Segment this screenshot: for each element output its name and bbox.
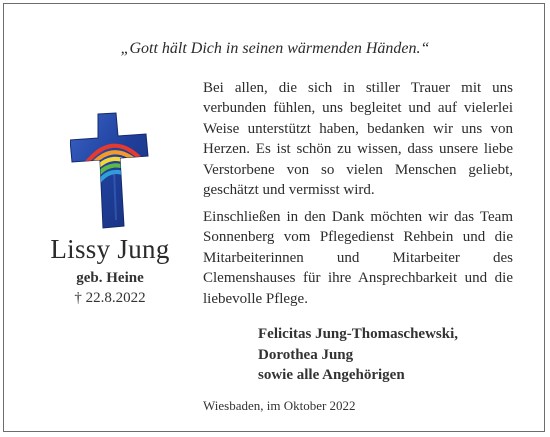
quote: „Gott hält Dich in seinen wärmenden Händen.“ — [120, 40, 430, 57]
place-date: Wiesbaden, im Oktober 2022 — [203, 398, 356, 413]
signer-1: Felicitas Jung-Thomaschewski, — [258, 326, 459, 342]
signer-3: sowie alle Angehörigen — [258, 367, 405, 383]
signer-2: Dorothea Jung — [258, 346, 354, 363]
thanks-paragraph-1: Bei allen, die sich in stiller Trauer mit uns verbunden fühlen, uns begleitet und auf vielerlei Weise unterstützt haben, bedanken wir uns von Herzen. Es ist schön zu wissen, dass unsere liebe Verstorbene von so vielen Menschen geliebt, geschätzt und vermisst wird. — [203, 80, 513, 199]
signers — [258, 324, 518, 386]
obituary-card — [3, 3, 545, 432]
deceased-name: Lissy Jung — [50, 234, 170, 264]
rainbow-cross-icon — [70, 110, 150, 230]
death-date: † 22.8.2022 — [74, 290, 146, 306]
birth-name: geb. Heine — [76, 270, 144, 286]
thanks-paragraph-2: Einschließen in den Dank möchten wir das Team Sonnenberg vom Pflegedienst Rehbein und die Mitarbeiterinnen und Mitarbeiter des Clemenshauses für ihre Ansprechbarkeit und die liebevolle Pflege. — [203, 209, 513, 307]
